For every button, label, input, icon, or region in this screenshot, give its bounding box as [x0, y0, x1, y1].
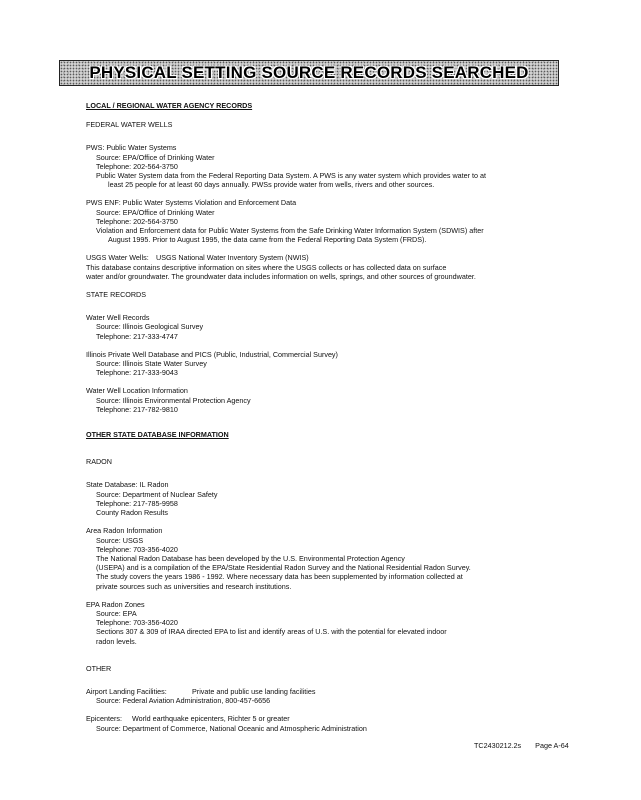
- record-source: Source: EPA/Office of Drinking Water: [96, 207, 215, 217]
- record-water-well: [86, 313, 556, 341]
- radon-heading: RADON: [86, 457, 112, 467]
- other-state-heading: OTHER STATE DATABASE INFORMATION: [86, 430, 229, 440]
- local-agency-heading: LOCAL / REGIONAL WATER AGENCY RECORDS: [86, 101, 253, 110]
- record-area-radon: [86, 526, 556, 590]
- record-telephone: Telephone: 217-785-9958: [96, 498, 178, 508]
- record-title: PWS ENF: Public Water Systems Violation and Enforcement Data: [86, 198, 297, 208]
- page-title: PHYSICAL SETTING SOURCE RECORDS SEARCHED: [89, 63, 529, 82]
- record-source: Source: Department of Commerce, National Oceanic and Atmospheric Administration: [96, 723, 367, 733]
- record-source: Source: Illinois State Water Survey: [96, 359, 207, 369]
- record-title-line: [86, 714, 556, 723]
- record-pws: [86, 143, 556, 189]
- record-airport: [86, 687, 556, 705]
- record-usgs-wells: [86, 253, 556, 281]
- record-label: Epicenters:: [86, 714, 122, 724]
- record-title: PWS: Public Water Systems: [86, 143, 177, 153]
- record-telephone: Telephone: 202-564-3750: [96, 216, 178, 226]
- record-telephone: Telephone: 202-564-3750: [96, 161, 178, 171]
- record-label: Airport Landing Facilities:: [86, 686, 167, 696]
- record-description: least 25 people for at least 60 days annually. PWSs provide water from wells, rivers and other sources.: [108, 180, 435, 190]
- record-source: Source: Illinois Geological Survey: [96, 322, 204, 332]
- record-telephone: Telephone: 703-356-4020: [96, 618, 178, 628]
- record-title-line: [86, 687, 556, 696]
- record-epa-radon: [86, 600, 556, 646]
- record-pics: [86, 350, 556, 378]
- record-source: Source: EPA/Office of Drinking Water: [96, 152, 215, 162]
- record-title: Water Well Location Information: [86, 386, 188, 396]
- record-pws-enf: [86, 198, 556, 244]
- page-number: Page A-64: [535, 741, 569, 750]
- record-description: Public Water System data from the Federal Reporting Data System. A PWS is any water system which provides water to at: [96, 171, 487, 181]
- record-description: (USEPA) and is a compilation of the EPA/State Residential Radon Survey and the National Residential Radon Survey.: [96, 563, 471, 573]
- record-title: Water Well Records: [86, 313, 150, 323]
- report-code: TC2430212.2s: [474, 741, 522, 750]
- record-source: Source: Federal Aviation Administration, 800-457-6656: [96, 696, 271, 706]
- record-label: USGS Water Wells:: [86, 253, 149, 263]
- record-source: Source: EPA: [96, 608, 137, 618]
- other-heading: OTHER: [86, 663, 112, 673]
- record-title: USGS National Water Inventory System (NWIS): [156, 253, 309, 263]
- record-title: State Database: IL Radon: [86, 480, 169, 490]
- document-body: [86, 101, 556, 733]
- record-description: The study covers the years 1986 - 1992. Where necessary data has been supplemented by information collected at: [96, 572, 463, 582]
- record-source: Source: Department of Nuclear Safety: [96, 489, 218, 499]
- record-note: County Radon Results: [96, 508, 168, 518]
- record-description: radon levels.: [96, 636, 137, 646]
- record-epicenters: [86, 714, 556, 732]
- record-state-db: [86, 480, 556, 517]
- record-telephone: Telephone: 217-333-4747: [96, 331, 178, 341]
- record-telephone: Telephone: 217-333-9043: [96, 368, 178, 378]
- record-description: water and/or groundwater. The groundwater data includes information on wells, springs, and other sources of groundwater.: [86, 271, 476, 281]
- record-description: The National Radon Database has been developed by the U.S. Environmental Protection Agency: [96, 553, 405, 563]
- record-description: private sources such as universities and research institutions.: [96, 581, 292, 591]
- record-well-location: [86, 386, 556, 414]
- state-records-heading: STATE RECORDS: [86, 290, 147, 300]
- record-description: August 1995. Prior to August 1995, the data came from the Federal Reporting Data System (FRDS).: [108, 235, 427, 245]
- section-banner: [59, 60, 559, 86]
- record-title: Private and public use landing facilities: [192, 686, 316, 696]
- record-telephone: Telephone: 217-782-9810: [96, 404, 178, 414]
- record-title: Area Radon Information: [86, 526, 163, 536]
- page-footer: [474, 741, 569, 750]
- record-description: This database contains descriptive information on sites where the USGS collects or has collected data on surface: [86, 262, 447, 272]
- record-source: Source: Illinois Environmental Protection Agency: [96, 395, 251, 405]
- record-description: Violation and Enforcement data for Public Water Systems from the Safe Drinking Water Information System (SDWIS) after: [96, 226, 484, 236]
- record-description: Sections 307 & 309 of IRAA directed EPA to list and identify areas of U.S. with the potential for elevated indoor: [96, 627, 447, 637]
- record-title: Illinois Private Well Database and PICS (Public, Industrial, Commercial Survey): [86, 349, 338, 359]
- record-telephone: Telephone: 703-356-4020: [96, 544, 178, 554]
- federal-wells-heading: FEDERAL WATER WELLS: [86, 120, 173, 130]
- record-source: Source: USGS: [96, 535, 144, 545]
- record-title: EPA Radon Zones: [86, 599, 145, 609]
- record-title: World earthquake epicenters, Richter 5 or greater: [132, 714, 290, 724]
- record-title-line: [86, 253, 556, 262]
